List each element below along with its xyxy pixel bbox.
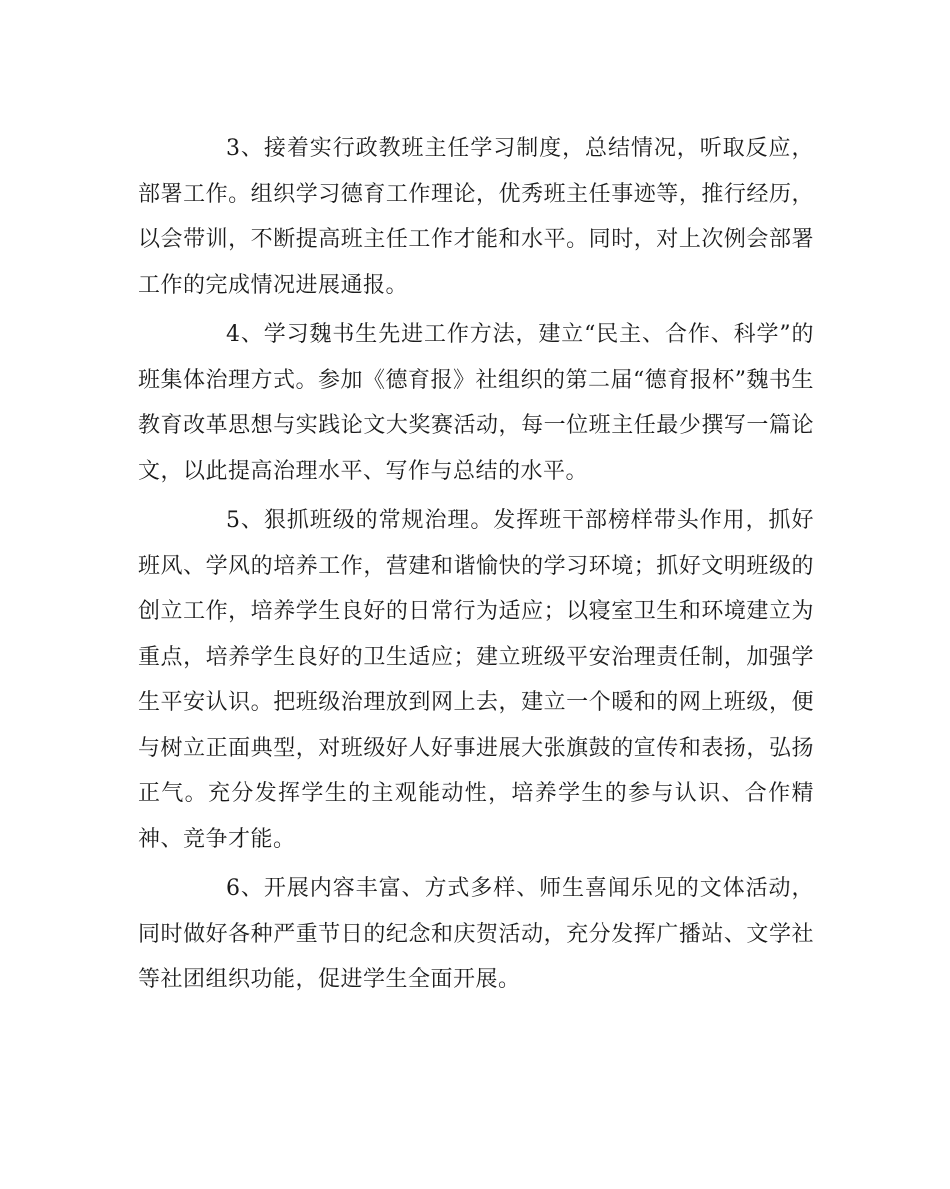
paragraph-3: 3、接着实行政教班主任学习制度，总结情况，听取反应，部署工作。组织学习德育工作理论，优秀班主任事迹等，推行经历，以会带训，不断提高班主任工作才能和水平。同时，对上次例会部署工作的完成情况进展通报。 (138, 136, 814, 298)
paragraph-5: 5、狠抓班级的常规治理。发挥班干部榜样带头作用，抓好班风、学风的培养工作，营建和谐愉快的学习环境；抓好文明班级的创立工作，培养学生良好的日常行为适应；以寝室卫生和环境建立为重点，培养学生良好的卫生适应；建立班级平安治理责任制，加强学生平安认识。把班级治理放到网上去，建立一个暖和的网上班级，便与树立正面典型，对班级好人好事进展大张旗鼓的宣传和表扬，弘扬正气。充分发挥学生的主观能动性，培养学生的参与认识、合作精神、竞争才能。 (138, 508, 814, 852)
paragraph-6: 6、开展内容丰富、方式多样、师生喜闻乐见的文体活动，同时做好各种严重节日的纪念和庆贺活动，充分发挥广播站、文学社等社团组织功能，促进学生全面开展。 (138, 876, 814, 992)
paragraph-4: 4、学习魏书生先进工作方法，建立“民主、合作、科学”的班集体治理方式。参加《德育报》社组织的第二届“德育报杯”魏书生教育改革思想与实践论文大奖赛活动，每一位班主任最少撰写一篇论文，以此提高治理水平、写作与总结的水平。 (138, 322, 814, 484)
document-body (138, 126, 814, 1007)
